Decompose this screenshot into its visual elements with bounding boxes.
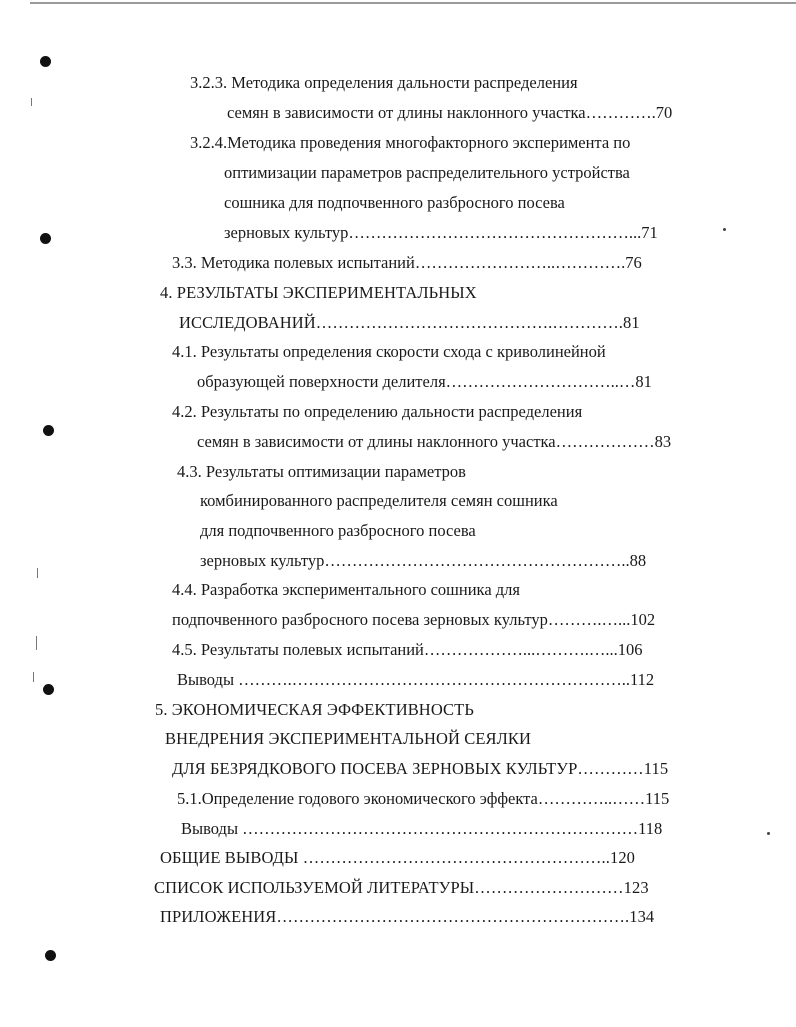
toc-entry: подпочвенного разбросного посева зерновых культур……….…...102	[172, 610, 656, 629]
toc-entry: 4.2. Результаты по определению дальности распределения	[172, 402, 583, 421]
toc-entry: семян в зависимости от длины наклонного участка………….70	[227, 103, 673, 122]
scan-speck	[767, 832, 770, 835]
toc-entry: ПРИЛОЖЕНИЯ……………………………………………………….134	[160, 907, 655, 926]
toc-entry: Выводы ………………………………………………………………118	[181, 819, 663, 838]
toc-entry: сошника для подпочвенного разбросного посева	[224, 193, 565, 212]
toc-entry: ДЛЯ БЕЗРЯДКОВОГО ПОСЕВА ЗЕРНОВЫХ КУЛЬТУР…………115	[172, 759, 669, 778]
toc-entry: семян в зависимости от длины наклонного участка………………83	[197, 432, 672, 451]
toc-entry: 5. ЭКОНОМИЧЕСКАЯ ЭФФЕКТИВНОСТЬ	[155, 700, 474, 719]
toc-entry: СПИСОК ИСПОЛЬЗУЕМОЙ ЛИТЕРАТУРЫ………………………123	[154, 878, 649, 897]
toc-entry: 4.1. Результаты определения скорости схода с криволинейной	[172, 342, 606, 361]
punch-hole	[40, 56, 51, 67]
scan-speck	[723, 228, 726, 231]
toc-entry: ОБЩИЕ ВЫВОДЫ ………………………………………………..120	[160, 848, 636, 867]
toc-entry: комбинированного распределителя семян сошника	[200, 491, 558, 510]
toc-entry: 3.2.4.Методика проведения многофакторного эксперимента по	[190, 133, 631, 152]
punch-hole	[40, 233, 51, 244]
toc-entry: зерновых культур……………………………………………...71	[224, 223, 658, 242]
toc-entry: Выводы ……….……………………………………………………..112	[177, 670, 655, 689]
scan-mark	[37, 568, 38, 578]
toc-entry: оптимизации параметров распределительного устройства	[224, 163, 630, 182]
toc-entry: образующей поверхности делителя…………………………..…81	[197, 372, 652, 391]
toc-entry: 3.3. Методика полевых испытаний……………………..………….76	[172, 253, 642, 272]
toc-entry: 4.3. Результаты оптимизации параметров	[177, 462, 466, 481]
toc-entry: 4.5. Результаты полевых испытаний………………...……….…...106	[172, 640, 643, 659]
punch-hole	[43, 425, 54, 436]
toc-entry: 3.2.3. Методика определения дальности распределения	[190, 73, 578, 92]
scan-mark	[31, 98, 32, 106]
toc-entry: 4. РЕЗУЛЬТАТЫ ЭКСПЕРИМЕНТАЛЬНЫХ	[160, 283, 477, 302]
scan-mark	[36, 636, 37, 650]
scan-mark	[33, 672, 34, 682]
toc-entry: зерновых культур………………………………………………..88	[200, 551, 647, 570]
punch-hole	[45, 950, 56, 961]
scan-top-edge	[30, 2, 796, 4]
toc-entry: 4.4. Разработка экспериментального сошника для	[172, 580, 520, 599]
toc-entry: ИССЛЕДОВАНИЙ…………………………………….………….81	[179, 313, 640, 332]
toc-entry: 5.1.Определение годового экономического эффекта…………..……115	[177, 789, 670, 808]
toc-entry: для подпочвенного разбросного посева	[200, 521, 476, 540]
toc-entry: ВНЕДРЕНИЯ ЭКСПЕРИМЕНТАЛЬНОЙ СЕЯЛКИ	[165, 729, 532, 748]
punch-hole	[43, 684, 54, 695]
